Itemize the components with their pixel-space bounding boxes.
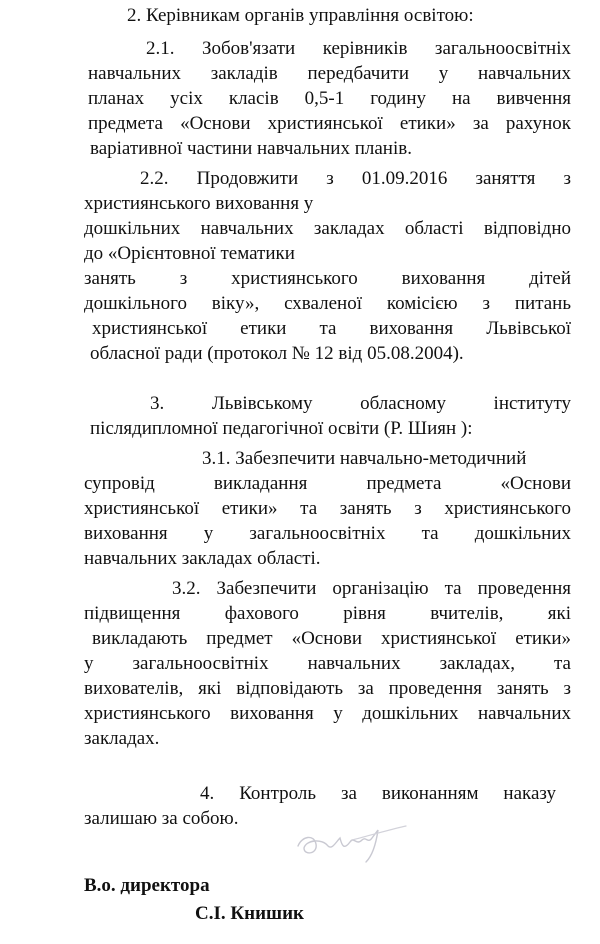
paragraph-2-2-line: дошкільних навчальних закладах області відповідно	[84, 218, 571, 239]
paragraph-3-2-line: підвищення фахового рівня вчителів, які	[84, 603, 571, 624]
paragraph-2-2-line: християнського виховання у	[84, 193, 314, 214]
paragraph-2-2-line: 2.2. Продовжити з 01.09.2016 заняття з	[140, 168, 571, 189]
paragraph-3-1-line: супровід викладання предмета «Основи	[84, 473, 571, 494]
paragraph-3-1-line: виховання у загальноосвітніх та дошкільних	[84, 523, 571, 544]
paragraph-3-2-line: у загальноосвітніх навчальних закладах, та	[84, 653, 571, 674]
paragraph-2-2-line: дошкільного віку», схваленої комісією з питань	[84, 293, 571, 314]
paragraph-2-1-line: навчальних закладів передбачити у навчальних	[88, 63, 571, 84]
section-3-heading-line: післядипломної педагогічної освіти (Р. Шиян ):	[90, 418, 473, 439]
section-3-heading-line: 3. Львівському обласному інституту	[150, 393, 571, 414]
paragraph-3-2-line: вихователів, які відповідають за проведення занять з	[84, 678, 571, 699]
paragraph-2-1-line: планах усіх класів 0,5-1 годину на вивчення	[88, 88, 571, 109]
section-4-line: 4. Контроль за виконанням наказу	[200, 783, 556, 804]
paragraph-3-2-line: закладах.	[84, 728, 160, 749]
paragraph-2-2-line: обласної ради (протокол № 12 від 05.08.2004).	[90, 343, 464, 364]
section-2-heading: 2. Керівникам органів управління освітою:	[127, 5, 474, 26]
paragraph-3-1-line: християнської етики» та занять з християнського	[84, 498, 571, 519]
handwritten-signature	[292, 816, 412, 864]
paragraph-3-2-line: християнського виховання у дошкільних навчальних	[84, 703, 571, 724]
paragraph-3-1-line: 3.1. Забезпечити навчально-методичний	[202, 448, 527, 469]
paragraph-2-1-line: предмета «Основи християнської етики» за рахунок	[88, 113, 571, 134]
paragraph-3-1-line: навчальних закладах області.	[84, 548, 321, 569]
paragraph-2-2-line: християнської етики та виховання Львівської	[92, 318, 571, 339]
paragraph-3-2-line: 3.2. Забезпечити організацію та проведення	[172, 578, 571, 599]
paragraph-3-2-line: викладають предмет «Основи християнської етики»	[92, 628, 571, 649]
paragraph-2-1-line: 2.1. Зобов'язати керівників загальноосвітніх	[146, 38, 571, 59]
paragraph-2-2-line: до «Орієнтовної тематики	[84, 243, 295, 264]
section-4-line: залишаю за собою.	[84, 808, 239, 829]
paragraph-2-2-line: занять з християнського виховання дітей	[84, 268, 571, 289]
paragraph-2-1-line: варіативної частини навчальних планів.	[90, 138, 412, 159]
signature-name: С.І. Книшик	[195, 903, 304, 924]
signature-title: В.о. директора	[84, 875, 210, 896]
